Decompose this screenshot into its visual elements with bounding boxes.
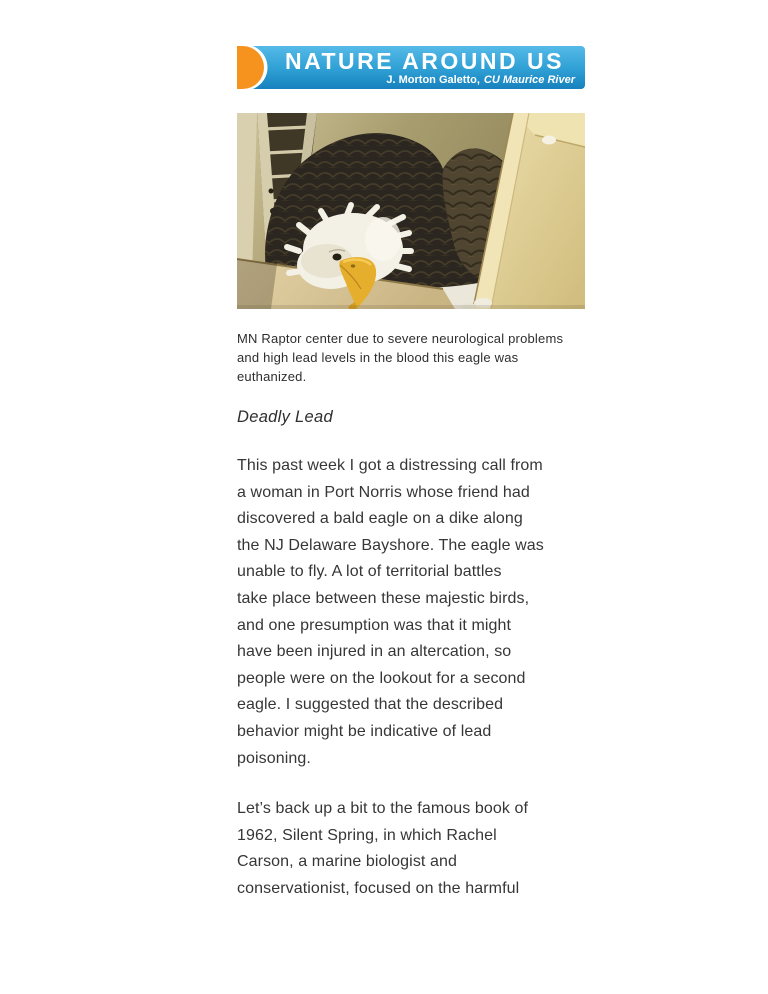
text-line: eagle. I suggested that the described	[237, 696, 504, 714]
text-line: unable to fly. A lot of territorial battles	[237, 563, 502, 581]
text-line: take place between these majestic birds,	[237, 589, 530, 607]
article-column	[237, 46, 585, 927]
text-line: MN Raptor center due to severe neurological problems	[237, 331, 564, 346]
text-line: and one presumption was that it might	[237, 616, 512, 634]
byline-organization: CU Maurice River	[483, 74, 575, 86]
text-line: a woman in Port Norris whose friend had	[237, 483, 530, 501]
article-heading: Deadly Lead	[237, 408, 333, 426]
byline-author: J. Morton Galetto,	[386, 74, 480, 86]
text-line: euthanized.	[237, 369, 307, 384]
article-paragraph-2	[237, 796, 585, 902]
text-line: discovered a bald eagle on a dike along	[237, 510, 523, 528]
banner-byline	[386, 74, 575, 86]
text-line: have been injured in an altercation, so	[237, 643, 512, 661]
text-line: behavior might be indicative of lead	[237, 722, 492, 740]
text-line: the NJ Delaware Bayshore. The eagle was	[237, 536, 544, 554]
text-line: people were on the lookout for a second	[237, 669, 526, 687]
text-line: This past week I got a distressing call from	[237, 457, 543, 474]
text-line: Carson, a marine biologist and	[237, 853, 458, 871]
text-line: conservationist, focused on the harmful	[237, 879, 520, 897]
article-paragraph-1	[237, 453, 585, 772]
text-line: poisoning.	[237, 749, 311, 767]
banner-title: NATURE AROUND US	[285, 48, 564, 74]
eagle-photo-illustration	[237, 113, 585, 309]
banner	[237, 46, 585, 89]
eagle-photo	[237, 113, 585, 309]
text-line: and high lead levels in the blood this eagle was	[237, 350, 519, 365]
photo-caption	[237, 329, 585, 386]
text-line: Let’s back up a bit to the famous book of	[237, 800, 529, 818]
banner-background	[246, 46, 585, 89]
text-line: 1962, Silent Spring, in which Rachel	[237, 826, 497, 844]
